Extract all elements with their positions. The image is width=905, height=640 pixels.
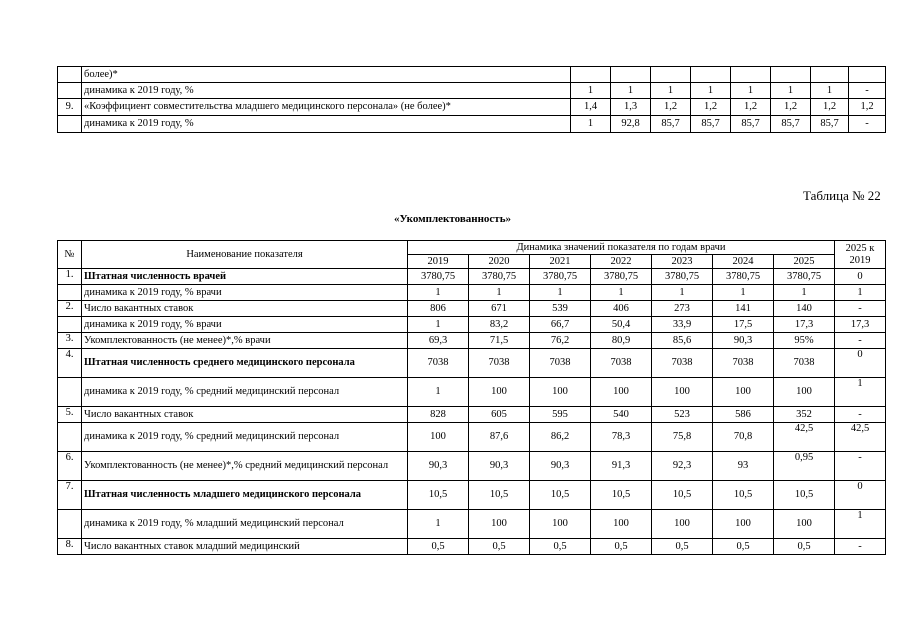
value-cell: 3780,75	[469, 269, 530, 285]
value-cell	[811, 67, 849, 83]
value-cell: 7038	[408, 349, 469, 378]
value-cell: 83,2	[469, 317, 530, 333]
value-cell: 1	[731, 83, 771, 99]
value-cell: 7038	[591, 349, 652, 378]
value-cell: 33,9	[652, 317, 713, 333]
value-cell	[691, 67, 731, 83]
value-cell: 100	[652, 378, 713, 407]
row-number	[58, 285, 82, 301]
indicator-name: динамика к 2019 году, % средний медицинский персонал	[82, 378, 408, 407]
value-cell: 1	[774, 285, 835, 301]
header-year: 2019	[408, 255, 469, 269]
value-cell: 7038	[469, 349, 530, 378]
header-num: №	[58, 241, 82, 269]
value-cell: 42,5	[774, 423, 835, 452]
row-number: 8.	[58, 539, 82, 555]
value-cell: 605	[469, 407, 530, 423]
row-number: 1.	[58, 269, 82, 285]
value-cell: -	[835, 407, 886, 423]
value-cell: 828	[408, 407, 469, 423]
value-cell: 1	[835, 285, 886, 301]
header-2025-to-2019: 2025 к 2019	[835, 241, 886, 269]
header-year: 2022	[591, 255, 652, 269]
header-year: 2025	[774, 255, 835, 269]
row-number: 4.	[58, 349, 82, 378]
value-cell	[731, 67, 771, 83]
value-cell: 80,9	[591, 333, 652, 349]
value-cell: 1	[652, 285, 713, 301]
continued-table	[57, 66, 886, 133]
indicator-name: Число вакантных ставок	[82, 407, 408, 423]
value-cell: 90,3	[530, 452, 591, 481]
table-row	[58, 333, 886, 349]
staffing-table	[57, 240, 886, 555]
value-cell: 85,7	[731, 116, 771, 133]
value-cell	[771, 67, 811, 83]
value-cell: 93	[713, 452, 774, 481]
staffing-table-header	[58, 241, 886, 269]
value-cell: 17,3	[774, 317, 835, 333]
row-number: 5.	[58, 407, 82, 423]
value-cell: 1	[571, 116, 611, 133]
value-cell: 7038	[530, 349, 591, 378]
value-cell: 85,6	[652, 333, 713, 349]
value-cell: 100	[530, 378, 591, 407]
value-cell: 3780,75	[591, 269, 652, 285]
header-year: 2023	[652, 255, 713, 269]
indicator-name: динамика к 2019 году, % врачи	[82, 285, 408, 301]
value-cell: 523	[652, 407, 713, 423]
value-cell: -	[835, 452, 886, 481]
value-cell: 352	[774, 407, 835, 423]
value-cell	[571, 67, 611, 83]
row-number: 9.	[58, 99, 82, 116]
value-cell: 1	[408, 510, 469, 539]
value-cell: 1	[691, 83, 731, 99]
header-year: 2024	[713, 255, 774, 269]
table-row	[58, 452, 886, 481]
indicator-name: динамика к 2019 году, %	[82, 116, 571, 133]
value-cell: 66,7	[530, 317, 591, 333]
value-cell: 3780,75	[652, 269, 713, 285]
value-cell: 540	[591, 407, 652, 423]
value-cell: 0,5	[713, 539, 774, 555]
row-number	[58, 378, 82, 407]
row-number	[58, 116, 82, 133]
value-cell: 86,2	[530, 423, 591, 452]
value-cell: 71,5	[469, 333, 530, 349]
value-cell: 100	[774, 378, 835, 407]
table-row	[58, 407, 886, 423]
row-number: 3.	[58, 333, 82, 349]
value-cell: 78,3	[591, 423, 652, 452]
value-cell: 87,6	[469, 423, 530, 452]
value-cell: 539	[530, 301, 591, 317]
value-cell: 0,5	[774, 539, 835, 555]
value-cell: 10,5	[713, 481, 774, 510]
indicator-name: Число вакантных ставок	[82, 301, 408, 317]
header-dynamics: Динамика значений показателя по годам врачи	[408, 241, 835, 255]
value-cell: 141	[713, 301, 774, 317]
value-cell: 595	[530, 407, 591, 423]
value-cell: 42,5	[835, 423, 886, 452]
indicator-name: Укомплектованность (не менее)*,% врачи	[82, 333, 408, 349]
indicator-name: Укомплектованность (не менее)*,% средний медицинский персонал	[82, 452, 408, 481]
row-number: 2.	[58, 301, 82, 317]
table-row	[58, 349, 886, 378]
value-cell: 1	[408, 378, 469, 407]
value-cell: 1,2	[651, 99, 691, 116]
value-cell: 91,3	[591, 452, 652, 481]
value-cell: 0	[835, 349, 886, 378]
table-row	[58, 317, 886, 333]
value-cell	[849, 67, 886, 83]
value-cell: 0,95	[774, 452, 835, 481]
value-cell: 1	[408, 317, 469, 333]
value-cell: 0,5	[591, 539, 652, 555]
table-row	[58, 301, 886, 317]
value-cell: 100	[652, 510, 713, 539]
value-cell: 10,5	[530, 481, 591, 510]
value-cell: -	[835, 301, 886, 317]
value-cell: 10,5	[774, 481, 835, 510]
indicator-name: динамика к 2019 году, %	[82, 83, 571, 99]
value-cell: 1,2	[691, 99, 731, 116]
header-year: 2021	[530, 255, 591, 269]
value-cell: 1	[651, 83, 691, 99]
indicator-name: динамика к 2019 году, % средний медицинский персонал	[82, 423, 408, 452]
indicator-name: Штатная численность среднего медицинского персонала	[82, 349, 408, 378]
table-row	[58, 67, 886, 83]
value-cell: 406	[591, 301, 652, 317]
value-cell: 1	[530, 285, 591, 301]
value-cell: 92,8	[611, 116, 651, 133]
value-cell: 0,5	[469, 539, 530, 555]
value-cell: -	[849, 83, 886, 99]
indicator-name: более)*	[82, 67, 571, 83]
value-cell: 1,2	[771, 99, 811, 116]
value-cell: 100	[530, 510, 591, 539]
value-cell: 1	[591, 285, 652, 301]
value-cell: -	[835, 539, 886, 555]
header-name: Наименование показателя	[82, 241, 408, 269]
header-year: 2020	[469, 255, 530, 269]
value-cell: 1	[611, 83, 651, 99]
value-cell: 3780,75	[713, 269, 774, 285]
indicator-name: динамика к 2019 году, % врачи	[82, 317, 408, 333]
value-cell: 0,5	[652, 539, 713, 555]
value-cell: 100	[408, 423, 469, 452]
value-cell: 90,3	[469, 452, 530, 481]
row-number	[58, 317, 82, 333]
value-cell: 806	[408, 301, 469, 317]
value-cell: 1	[408, 285, 469, 301]
staffing-table-body	[58, 269, 886, 555]
value-cell	[611, 67, 651, 83]
value-cell: 100	[591, 378, 652, 407]
value-cell: 3780,75	[774, 269, 835, 285]
value-cell: 70,8	[713, 423, 774, 452]
value-cell: 100	[713, 510, 774, 539]
value-cell: 10,5	[591, 481, 652, 510]
value-cell: 10,5	[469, 481, 530, 510]
value-cell: 69,3	[408, 333, 469, 349]
value-cell: 0,5	[408, 539, 469, 555]
value-cell: 10,5	[652, 481, 713, 510]
value-cell	[651, 67, 691, 83]
value-cell: 7038	[652, 349, 713, 378]
value-cell: 1,2	[811, 99, 849, 116]
value-cell: 90,3	[408, 452, 469, 481]
row-number: 6.	[58, 452, 82, 481]
table-row	[58, 539, 886, 555]
value-cell: 100	[469, 510, 530, 539]
row-number: 7.	[58, 481, 82, 510]
table-row	[58, 99, 886, 116]
value-cell: 7038	[713, 349, 774, 378]
value-cell: 1	[469, 285, 530, 301]
value-cell: 85,7	[691, 116, 731, 133]
value-cell: 85,7	[771, 116, 811, 133]
value-cell: 273	[652, 301, 713, 317]
value-cell: 85,7	[811, 116, 849, 133]
value-cell: 7038	[774, 349, 835, 378]
value-cell: 0	[835, 269, 886, 285]
indicator-name: Число вакантных ставок младший медицинский	[82, 539, 408, 555]
value-cell: -	[849, 116, 886, 133]
indicator-name: динамика к 2019 году, % младший медицинский персонал	[82, 510, 408, 539]
value-cell: 1	[771, 83, 811, 99]
row-number	[58, 67, 82, 83]
table-row	[58, 510, 886, 539]
table-row	[58, 285, 886, 301]
value-cell: 1,2	[731, 99, 771, 116]
indicator-name: Штатная численность младшего медицинского персонала	[82, 481, 408, 510]
value-cell: 17,3	[835, 317, 886, 333]
value-cell: 0	[835, 481, 886, 510]
value-cell: 10,5	[408, 481, 469, 510]
value-cell: 1	[571, 83, 611, 99]
value-cell: 85,7	[651, 116, 691, 133]
table-title: «Укомплектованность»	[393, 213, 512, 225]
value-cell: 75,8	[652, 423, 713, 452]
value-cell: 50,4	[591, 317, 652, 333]
table-caption: Таблица № 22	[803, 188, 881, 203]
value-cell: 100	[591, 510, 652, 539]
value-cell: 586	[713, 407, 774, 423]
value-cell: -	[835, 333, 886, 349]
table-row	[58, 481, 886, 510]
value-cell: 1	[811, 83, 849, 99]
table-row	[58, 116, 886, 133]
value-cell: 100	[469, 378, 530, 407]
row-number	[58, 83, 82, 99]
value-cell: 100	[774, 510, 835, 539]
value-cell: 1,2	[849, 99, 886, 116]
value-cell: 671	[469, 301, 530, 317]
value-cell: 3780,75	[408, 269, 469, 285]
value-cell: 76,2	[530, 333, 591, 349]
value-cell: 95%	[774, 333, 835, 349]
table-row	[58, 378, 886, 407]
continued-table-body	[58, 67, 886, 133]
value-cell: 1,4	[571, 99, 611, 116]
table-row	[58, 423, 886, 452]
value-cell: 1	[835, 510, 886, 539]
value-cell: 100	[713, 378, 774, 407]
table-row	[58, 269, 886, 285]
value-cell: 140	[774, 301, 835, 317]
value-cell: 17,5	[713, 317, 774, 333]
value-cell: 0,5	[530, 539, 591, 555]
value-cell: 1,3	[611, 99, 651, 116]
value-cell: 1	[713, 285, 774, 301]
value-cell: 1	[835, 378, 886, 407]
value-cell: 90,3	[713, 333, 774, 349]
indicator-name: «Коэффициент совместительства младшего медицинского персонала» (не более)*	[82, 99, 571, 116]
value-cell: 3780,75	[530, 269, 591, 285]
row-number	[58, 423, 82, 452]
table-row	[58, 83, 886, 99]
indicator-name: Штатная численность врачей	[82, 269, 408, 285]
row-number	[58, 510, 82, 539]
value-cell: 92,3	[652, 452, 713, 481]
